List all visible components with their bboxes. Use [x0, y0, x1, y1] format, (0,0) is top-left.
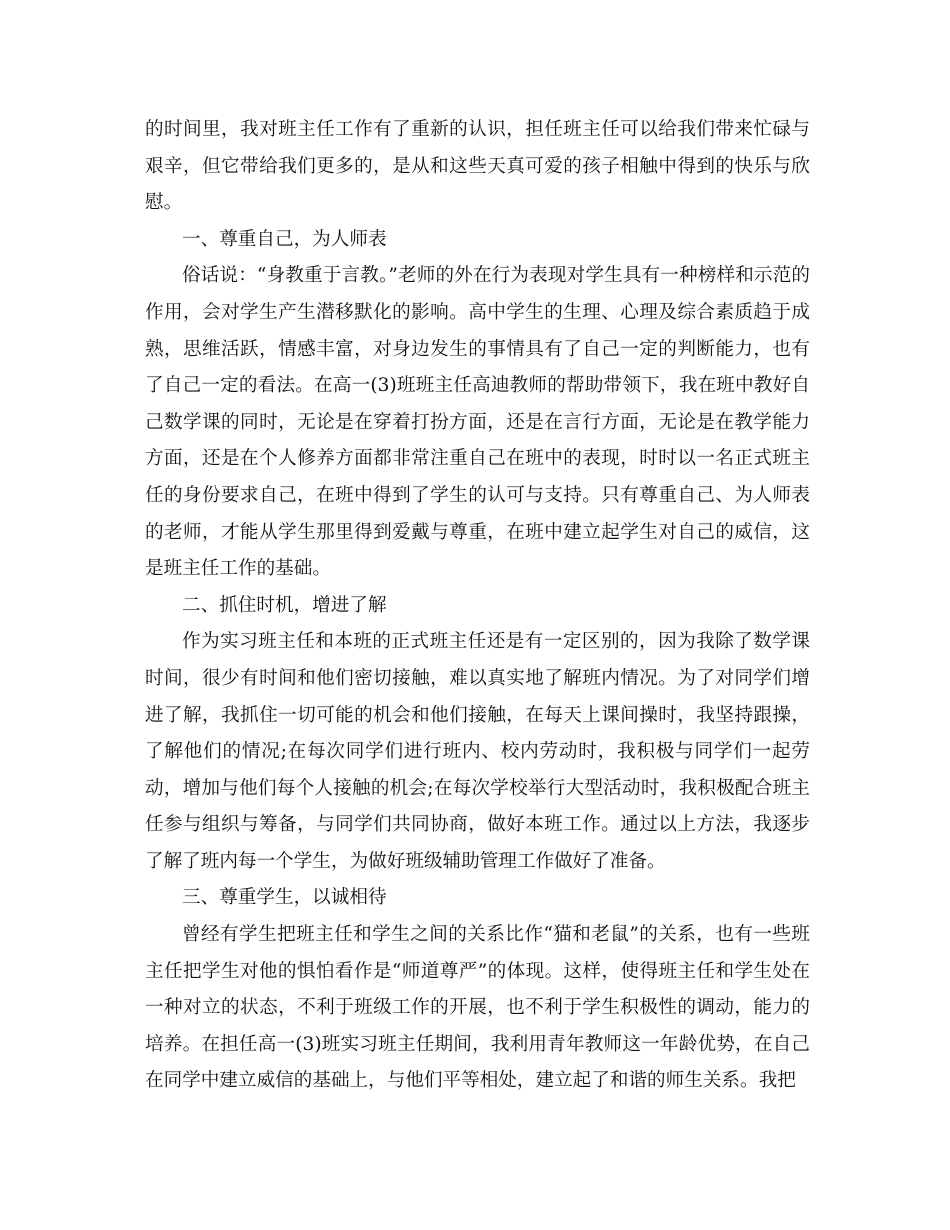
- paragraph-section-1: 俗话说：“身教重于言教。”老师的外在行为表现对学生具有一种榜样和示范的作用，会对学生产生潜移默化的影响。高中学生的生理、心理及综合素质趋于成熟，思维活跃，情感丰富，对身边发生的事情具有了自己一定的判断能力，也有了自己一定的看法。在高一(3)班班主任高迪教师的帮助带领下，我在班中教好自己数学课的同时，无论是在穿着打扮方面，还是在言行方面，无论是在教学能力方面，还是在个人修养方面都非常注重自己在班中的表现，时时以一名正式班主任的身份要求自己，在班中得到了学生的认可与支持。只有尊重自己、为人师表的老师，才能从学生那里得到爱戴与尊重，在班中建立起学生对自己的威信，这是班主任工作的基础。: [145, 265, 810, 580]
- paragraph-section-3: 曾经有学生把班主任和学生之间的关系比作“猫和老鼠”的关系，也有一些班主任把学生对他的惧怕看作是“师道尊严”的体现。这样，使得班主任和学生处在一种对立的状态，不利于班级工作的开展，也不利于学生积极性的调动，能力的培养。在担任高一(3)班实习班主任期间，我利用青年教师这一年龄优势，在自己在同学中建立威信的基础上，与他们平等相处，建立起了和谐的师生关系。我把: [145, 924, 810, 1092]
- section-heading-2: 二、抓住时机，增进了解: [182, 594, 387, 616]
- paragraph-section-2: 作为实习班主任和本班的正式班主任还是有一定区别的，因为我除了数学课时间，很少有时间和他们密切接触，难以真实地了解班内情况。为了对同学们增进了解，我抓住一切可能的机会和他们接触，在每天上课间操时，我坚持跟操，了解他们的情况;在每次同学们进行班内、校内劳动时，我积极与同学们一起劳动，增加与他们每个人接触的机会;在每次学校举行大型活动时，我积极配合班主任参与组织与筹备，与同学们共同协商，做好本班工作。通过以上方法，我逐步了解了班内每一个学生，为做好班级辅助管理工作做好了准备。: [145, 631, 810, 872]
- paragraph-intro-continuation: 的时间里，我对班主任工作有了重新的认识，担任班主任可以给我们带来忙碌与艰辛，但它带给我们更多的，是从和这些天真可爱的孩子相触中得到的快乐与欣慰。: [145, 119, 810, 214]
- document-page: [145, 112, 810, 1100]
- section-heading-1: 一、尊重自己，为人师表: [182, 228, 387, 250]
- section-heading-3: 三、尊重学生，以诚相待: [182, 887, 387, 909]
